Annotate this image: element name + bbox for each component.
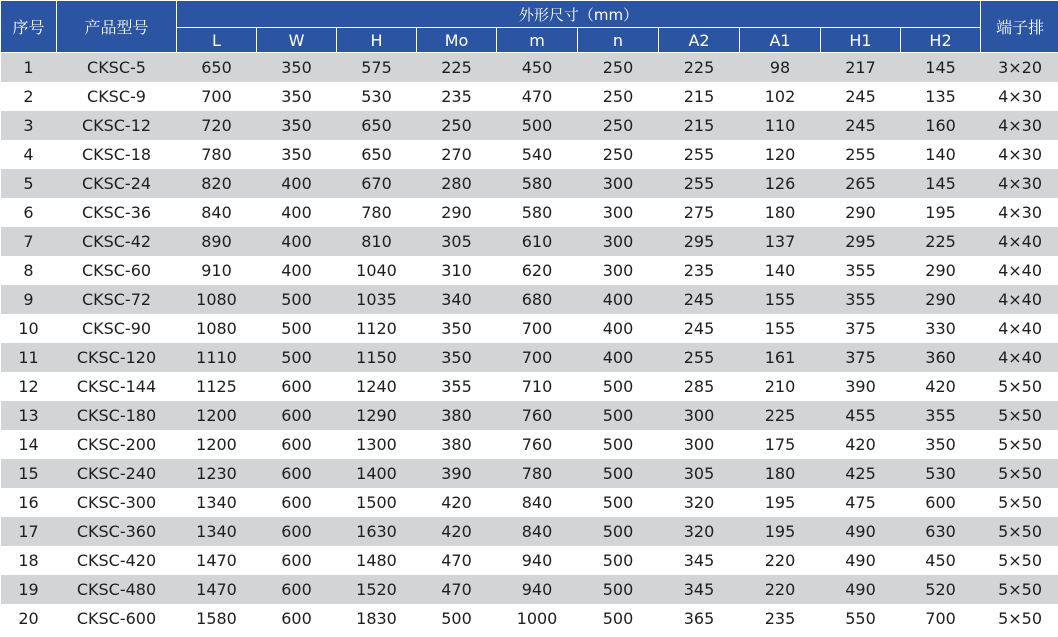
cell-dim-h: 1630: [337, 517, 417, 546]
cell-dim-h2: 225: [901, 227, 981, 256]
cell-dim-m: 580: [497, 169, 578, 198]
cell-index: 10: [1, 314, 57, 343]
cell-dim-a1: 210: [740, 372, 821, 401]
cell-model: CKSC-60: [57, 256, 177, 285]
cell-dim-h1: 475: [821, 488, 901, 517]
table-row: [1, 140, 1058, 169]
cell-model: CKSC-36: [57, 198, 177, 227]
cell-dim-m: 1000: [497, 604, 578, 633]
cell-dim-h: 1240: [337, 372, 417, 401]
cell-dim-h: 810: [337, 227, 417, 256]
cell-dim-h1: 217: [821, 53, 901, 83]
header-dim-n: n: [578, 28, 659, 53]
cell-dim-h: 1150: [337, 343, 417, 372]
cell-terminal: 5×50: [981, 488, 1058, 517]
cell-dim-a2: 345: [659, 575, 740, 604]
cell-dim-h1: 290: [821, 198, 901, 227]
cell-dim-h2: 145: [901, 53, 981, 83]
header-dim-h1: H1: [821, 28, 901, 53]
cell-dim-h: 670: [337, 169, 417, 198]
cell-dim-h1: 375: [821, 343, 901, 372]
header-dim-h: H: [337, 28, 417, 53]
cell-dim-h2: 290: [901, 256, 981, 285]
cell-dim-n: 500: [578, 575, 659, 604]
header-dim-mo: Mo: [417, 28, 497, 53]
cell-dim-w: 600: [257, 430, 337, 459]
cell-dim-m: 940: [497, 575, 578, 604]
cell-terminal: 4×40: [981, 227, 1058, 256]
cell-terminal: 5×50: [981, 546, 1058, 575]
header-index: 序号: [1, 1, 57, 53]
cell-index: 7: [1, 227, 57, 256]
cell-model: CKSC-90: [57, 314, 177, 343]
cell-index: 18: [1, 546, 57, 575]
cell-terminal: 5×50: [981, 575, 1058, 604]
table-row: [1, 401, 1058, 430]
table-row: [1, 372, 1058, 401]
cell-index: 4: [1, 140, 57, 169]
cell-dim-h: 650: [337, 111, 417, 140]
cell-dim-m: 500: [497, 111, 578, 140]
cell-dim-mo: 420: [417, 488, 497, 517]
cell-dim-a1: 155: [740, 314, 821, 343]
cell-dim-w: 600: [257, 401, 337, 430]
cell-dim-l: 910: [177, 256, 257, 285]
cell-dim-h2: 350: [901, 430, 981, 459]
cell-dim-h: 1520: [337, 575, 417, 604]
cell-dim-a1: 175: [740, 430, 821, 459]
cell-dim-h1: 295: [821, 227, 901, 256]
cell-dim-m: 450: [497, 53, 578, 83]
cell-model: CKSC-24: [57, 169, 177, 198]
cell-dim-l: 1125: [177, 372, 257, 401]
cell-dim-l: 1470: [177, 575, 257, 604]
cell-dim-l: 1340: [177, 488, 257, 517]
table-row: [1, 285, 1058, 314]
cell-dim-h: 1290: [337, 401, 417, 430]
cell-dim-m: 700: [497, 314, 578, 343]
cell-model: CKSC-144: [57, 372, 177, 401]
cell-dim-h: 1480: [337, 546, 417, 575]
header-terminal: 端子排: [981, 1, 1058, 53]
table-row: [1, 169, 1058, 198]
cell-dim-l: 1110: [177, 343, 257, 372]
cell-dim-n: 500: [578, 546, 659, 575]
cell-dim-n: 250: [578, 53, 659, 83]
table-row: [1, 256, 1058, 285]
cell-dim-l: 840: [177, 198, 257, 227]
cell-dim-m: 620: [497, 256, 578, 285]
header-dim-a1: A1: [740, 28, 821, 53]
table-row: [1, 430, 1058, 459]
cell-dim-a2: 235: [659, 256, 740, 285]
cell-terminal: 5×50: [981, 430, 1058, 459]
cell-index: 6: [1, 198, 57, 227]
cell-dim-l: 700: [177, 82, 257, 111]
cell-dim-h2: 135: [901, 82, 981, 111]
cell-dim-mo: 420: [417, 517, 497, 546]
cell-dim-h1: 490: [821, 517, 901, 546]
cell-dim-a2: 365: [659, 604, 740, 633]
cell-dim-mo: 390: [417, 459, 497, 488]
cell-dim-h2: 160: [901, 111, 981, 140]
cell-dim-mo: 305: [417, 227, 497, 256]
cell-dim-mo: 270: [417, 140, 497, 169]
cell-dim-w: 500: [257, 285, 337, 314]
cell-terminal: 4×30: [981, 140, 1058, 169]
cell-dim-m: 760: [497, 430, 578, 459]
cell-terminal: 4×40: [981, 256, 1058, 285]
cell-dim-l: 1340: [177, 517, 257, 546]
cell-terminal: 4×40: [981, 285, 1058, 314]
cell-dim-m: 580: [497, 198, 578, 227]
cell-terminal: 5×50: [981, 372, 1058, 401]
cell-dim-w: 400: [257, 198, 337, 227]
cell-model: CKSC-240: [57, 459, 177, 488]
cell-terminal: 4×40: [981, 343, 1058, 372]
header-dim-h2: H2: [901, 28, 981, 53]
cell-model: CKSC-120: [57, 343, 177, 372]
cell-dim-w: 600: [257, 517, 337, 546]
cell-dim-a2: 225: [659, 53, 740, 83]
cell-index: 2: [1, 82, 57, 111]
cell-dim-h2: 355: [901, 401, 981, 430]
cell-dim-mo: 380: [417, 401, 497, 430]
cell-index: 16: [1, 488, 57, 517]
header-dim-w: W: [257, 28, 337, 53]
cell-dim-a1: 155: [740, 285, 821, 314]
cell-model: CKSC-18: [57, 140, 177, 169]
cell-dim-h1: 425: [821, 459, 901, 488]
cell-index: 19: [1, 575, 57, 604]
cell-dim-h2: 145: [901, 169, 981, 198]
table-row: [1, 343, 1058, 372]
cell-dim-w: 400: [257, 169, 337, 198]
cell-model: CKSC-200: [57, 430, 177, 459]
cell-dim-m: 700: [497, 343, 578, 372]
cell-dim-h2: 360: [901, 343, 981, 372]
cell-dim-a2: 345: [659, 546, 740, 575]
cell-dim-mo: 380: [417, 430, 497, 459]
cell-dim-w: 350: [257, 111, 337, 140]
table-row: [1, 517, 1058, 546]
table-row: [1, 227, 1058, 256]
cell-dim-l: 1470: [177, 546, 257, 575]
cell-dim-m: 680: [497, 285, 578, 314]
cell-dim-h1: 245: [821, 111, 901, 140]
cell-dim-h: 1500: [337, 488, 417, 517]
cell-dim-a2: 320: [659, 488, 740, 517]
cell-dim-l: 890: [177, 227, 257, 256]
cell-dim-h2: 330: [901, 314, 981, 343]
cell-dim-w: 600: [257, 372, 337, 401]
cell-terminal: 5×50: [981, 401, 1058, 430]
cell-dim-n: 500: [578, 459, 659, 488]
cell-terminal: 4×30: [981, 82, 1058, 111]
cell-dim-a2: 320: [659, 517, 740, 546]
cell-dim-l: 1080: [177, 285, 257, 314]
cell-index: 13: [1, 401, 57, 430]
cell-dim-l: 720: [177, 111, 257, 140]
cell-dim-mo: 225: [417, 53, 497, 83]
cell-dim-h2: 530: [901, 459, 981, 488]
cell-dim-h: 1120: [337, 314, 417, 343]
cell-dim-h1: 375: [821, 314, 901, 343]
cell-dim-a1: 225: [740, 401, 821, 430]
cell-dim-h1: 390: [821, 372, 901, 401]
cell-index: 11: [1, 343, 57, 372]
table-row: [1, 198, 1058, 227]
cell-dim-n: 300: [578, 227, 659, 256]
cell-terminal: 5×50: [981, 604, 1058, 633]
cell-dim-h2: 420: [901, 372, 981, 401]
cell-dim-h2: 700: [901, 604, 981, 633]
cell-dim-w: 400: [257, 256, 337, 285]
cell-model: CKSC-300: [57, 488, 177, 517]
cell-dim-m: 470: [497, 82, 578, 111]
cell-dim-m: 610: [497, 227, 578, 256]
cell-dim-a2: 300: [659, 430, 740, 459]
cell-dim-m: 840: [497, 517, 578, 546]
cell-dim-a2: 305: [659, 459, 740, 488]
cell-dim-a1: 126: [740, 169, 821, 198]
cell-dim-n: 300: [578, 198, 659, 227]
cell-dim-a1: 110: [740, 111, 821, 140]
cell-terminal: 4×30: [981, 111, 1058, 140]
cell-model: CKSC-420: [57, 546, 177, 575]
cell-dim-a1: 161: [740, 343, 821, 372]
cell-index: 12: [1, 372, 57, 401]
cell-dim-a2: 215: [659, 82, 740, 111]
cell-dim-a2: 245: [659, 314, 740, 343]
cell-dim-a1: 180: [740, 198, 821, 227]
cell-dim-n: 500: [578, 517, 659, 546]
cell-dim-w: 350: [257, 53, 337, 83]
cell-dim-a2: 295: [659, 227, 740, 256]
cell-index: 14: [1, 430, 57, 459]
cell-terminal: 3×20: [981, 53, 1058, 83]
table-row: [1, 111, 1058, 140]
cell-dim-n: 250: [578, 82, 659, 111]
cell-dim-n: 500: [578, 401, 659, 430]
cell-dim-a2: 255: [659, 169, 740, 198]
cell-dim-n: 500: [578, 488, 659, 517]
cell-dim-n: 250: [578, 140, 659, 169]
cell-model: CKSC-5: [57, 53, 177, 83]
cell-dim-h1: 355: [821, 256, 901, 285]
cell-terminal: 4×40: [981, 314, 1058, 343]
cell-model: CKSC-42: [57, 227, 177, 256]
cell-model: CKSC-480: [57, 575, 177, 604]
cell-dim-n: 400: [578, 314, 659, 343]
header-dim-a2: A2: [659, 28, 740, 53]
cell-dim-h1: 550: [821, 604, 901, 633]
cell-dim-a2: 255: [659, 140, 740, 169]
cell-dim-h2: 290: [901, 285, 981, 314]
cell-dim-a2: 275: [659, 198, 740, 227]
cell-dim-m: 940: [497, 546, 578, 575]
cell-terminal: 5×50: [981, 517, 1058, 546]
table-row: [1, 314, 1058, 343]
cell-index: 5: [1, 169, 57, 198]
cell-model: CKSC-180: [57, 401, 177, 430]
table-row: [1, 546, 1058, 575]
cell-dim-a1: 180: [740, 459, 821, 488]
cell-dim-h: 1400: [337, 459, 417, 488]
cell-model: CKSC-9: [57, 82, 177, 111]
cell-dim-l: 1580: [177, 604, 257, 633]
cell-dim-n: 500: [578, 430, 659, 459]
cell-dim-l: 1200: [177, 401, 257, 430]
cell-model: CKSC-360: [57, 517, 177, 546]
cell-dim-mo: 350: [417, 343, 497, 372]
cell-dim-h: 1035: [337, 285, 417, 314]
cell-dim-h2: 140: [901, 140, 981, 169]
cell-dim-h2: 630: [901, 517, 981, 546]
cell-dim-a1: 140: [740, 256, 821, 285]
cell-dim-w: 500: [257, 314, 337, 343]
cell-dim-a1: 137: [740, 227, 821, 256]
cell-dim-m: 760: [497, 401, 578, 430]
cell-index: 3: [1, 111, 57, 140]
cell-dim-l: 780: [177, 140, 257, 169]
cell-dim-h: 650: [337, 140, 417, 169]
cell-dim-mo: 350: [417, 314, 497, 343]
cell-dim-n: 400: [578, 285, 659, 314]
cell-dim-l: 820: [177, 169, 257, 198]
cell-dim-l: 1200: [177, 430, 257, 459]
cell-dim-h: 530: [337, 82, 417, 111]
cell-dim-n: 300: [578, 169, 659, 198]
cell-dim-mo: 235: [417, 82, 497, 111]
cell-dim-a2: 255: [659, 343, 740, 372]
table-row: [1, 575, 1058, 604]
cell-dim-h1: 265: [821, 169, 901, 198]
header-dim-m: m: [497, 28, 578, 53]
cell-model: CKSC-600: [57, 604, 177, 633]
cell-dim-mo: 250: [417, 111, 497, 140]
cell-dim-mo: 290: [417, 198, 497, 227]
cell-dim-h: 1300: [337, 430, 417, 459]
cell-model: CKSC-12: [57, 111, 177, 140]
cell-dim-m: 540: [497, 140, 578, 169]
cell-dim-w: 600: [257, 604, 337, 633]
cell-dim-h2: 195: [901, 198, 981, 227]
cell-dim-a1: 220: [740, 546, 821, 575]
cell-dim-h2: 520: [901, 575, 981, 604]
cell-dim-a1: 195: [740, 488, 821, 517]
cell-dim-w: 600: [257, 546, 337, 575]
cell-dim-n: 500: [578, 372, 659, 401]
cell-dim-a2: 215: [659, 111, 740, 140]
cell-dim-h1: 490: [821, 575, 901, 604]
table-header: [1, 1, 1058, 53]
cell-terminal: 5×50: [981, 459, 1058, 488]
cell-dim-w: 350: [257, 82, 337, 111]
table-body: [1, 53, 1058, 634]
cell-index: 15: [1, 459, 57, 488]
table-row: [1, 459, 1058, 488]
cell-dim-h: 575: [337, 53, 417, 83]
cell-dim-w: 500: [257, 343, 337, 372]
cell-dim-n: 500: [578, 604, 659, 633]
table-row: [1, 604, 1058, 633]
table-row: [1, 82, 1058, 111]
cell-dim-a1: 102: [740, 82, 821, 111]
cell-dim-w: 350: [257, 140, 337, 169]
cell-dim-a1: 235: [740, 604, 821, 633]
table-row: [1, 53, 1058, 83]
cell-dim-mo: 310: [417, 256, 497, 285]
cell-dim-h: 780: [337, 198, 417, 227]
cell-dim-h1: 255: [821, 140, 901, 169]
cell-dim-w: 600: [257, 488, 337, 517]
cell-dim-n: 300: [578, 256, 659, 285]
cell-dim-h1: 420: [821, 430, 901, 459]
table-row: [1, 488, 1058, 517]
cell-dim-h1: 245: [821, 82, 901, 111]
cell-dim-mo: 280: [417, 169, 497, 198]
cell-dim-mo: 340: [417, 285, 497, 314]
cell-index: 17: [1, 517, 57, 546]
cell-dim-h2: 600: [901, 488, 981, 517]
cell-index: 8: [1, 256, 57, 285]
cell-dim-h2: 450: [901, 546, 981, 575]
cell-dim-a1: 120: [740, 140, 821, 169]
cell-model: CKSC-72: [57, 285, 177, 314]
cell-dim-h1: 490: [821, 546, 901, 575]
cell-index: 20: [1, 604, 57, 633]
cell-dim-h1: 455: [821, 401, 901, 430]
cell-dim-h1: 355: [821, 285, 901, 314]
cell-dim-m: 780: [497, 459, 578, 488]
cell-dim-m: 710: [497, 372, 578, 401]
cell-dim-a1: 98: [740, 53, 821, 83]
cell-dim-mo: 500: [417, 604, 497, 633]
header-dimensions-title: 外形尺寸（mm）: [177, 1, 981, 28]
cell-terminal: 4×30: [981, 198, 1058, 227]
cell-dim-a2: 245: [659, 285, 740, 314]
cell-dim-mo: 355: [417, 372, 497, 401]
cell-dim-h: 1830: [337, 604, 417, 633]
cell-dim-l: 1080: [177, 314, 257, 343]
cell-dim-w: 600: [257, 575, 337, 604]
cell-dim-mo: 470: [417, 546, 497, 575]
cell-dim-n: 400: [578, 343, 659, 372]
cell-dim-l: 650: [177, 53, 257, 83]
cell-dim-a2: 285: [659, 372, 740, 401]
cell-index: 1: [1, 53, 57, 83]
cell-dim-mo: 470: [417, 575, 497, 604]
cell-dim-a1: 220: [740, 575, 821, 604]
cell-dim-h: 1040: [337, 256, 417, 285]
cell-dim-w: 600: [257, 459, 337, 488]
cell-dim-w: 400: [257, 227, 337, 256]
cell-dim-a2: 300: [659, 401, 740, 430]
cell-terminal: 4×30: [981, 169, 1058, 198]
cell-dim-l: 1230: [177, 459, 257, 488]
cell-dim-n: 250: [578, 111, 659, 140]
cell-dim-a1: 195: [740, 517, 821, 546]
cell-index: 9: [1, 285, 57, 314]
header-dim-l: L: [177, 28, 257, 53]
cell-dim-m: 840: [497, 488, 578, 517]
header-model: 产品型号: [57, 1, 177, 53]
